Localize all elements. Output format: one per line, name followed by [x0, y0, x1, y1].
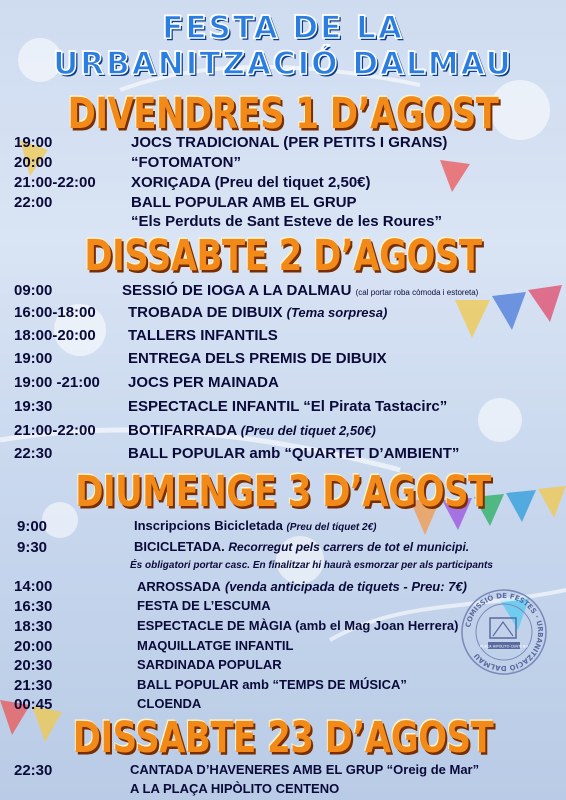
- event-time: 20:00: [14, 638, 53, 655]
- day-heading-divendres: DIVENDRES 1 D’AGOST: [67, 89, 499, 139]
- day-heading-dissabte-23: DISSABTE 23 D’AGOST: [72, 713, 494, 763]
- event-note: Recorregut pels carrers de tot el municipi.: [228, 540, 470, 554]
- event-note: És obligatori portar casc. En finalitzar hi haurà esmorzar per als participants: [130, 560, 493, 571]
- event-activity-wrap: [122, 282, 478, 299]
- event-activity: BALL POPULAR AMB EL GRUP: [131, 194, 357, 211]
- event-time: 16:30: [14, 598, 53, 615]
- poster-title-line-1: FESTA DE LA: [162, 10, 404, 46]
- event-activity-wrap: [131, 174, 371, 191]
- event-note: (Preu del tiquet 2,50€): [240, 423, 376, 438]
- event-activity: XORIÇADA: [131, 174, 211, 191]
- event-activity: ESPECTACLE DE MÀGIA (amb el Mag Joan Herrera): [137, 618, 459, 633]
- event-activity: SARDINADA POPULAR: [137, 657, 282, 672]
- event-time: 21:00-22:00: [14, 422, 96, 439]
- event-time: 22:30: [14, 762, 53, 779]
- event-activity: CLOENDA: [137, 696, 202, 711]
- event-activity: ESPECTACLE INFANTIL “El Pirata Tastacirc”: [128, 398, 448, 415]
- event-time: 20:00: [14, 154, 53, 171]
- event-time: 19:30: [14, 398, 53, 415]
- event-time: 00:45: [14, 696, 53, 713]
- event-activity: BICICLETADA.: [134, 539, 225, 554]
- event-activity: ENTREGA DELS PREMIS DE DIBUIX: [128, 350, 387, 367]
- event-activity: FESTA DE L’ESCUMA: [137, 598, 271, 613]
- festival-committee-seal: [460, 588, 548, 676]
- event-activity: TROBADA DE DIBUIX: [128, 304, 283, 321]
- poster-title-line-2: URBANITZACIÓ DALMAU: [53, 46, 513, 82]
- event-time: 21:00-22:00: [14, 174, 96, 191]
- event-activity-wrap: [137, 578, 467, 595]
- event-activity: TALLERS INFANTILS: [128, 327, 278, 344]
- event-activity: A LA PLAÇA HIPÒLITO CENTENO: [130, 781, 340, 796]
- event-time: 16:00-18:00: [14, 304, 96, 321]
- event-activity-wrap: [134, 539, 469, 554]
- event-activity: SESSIÓ DE IOGA A LA DALMAU: [122, 282, 352, 299]
- event-activity: BALL POPULAR amb “QUARTET D’AMBIENT”: [128, 445, 460, 462]
- event-activity-wrap: [128, 422, 376, 439]
- event-note: (Preu del tiquet 2€): [286, 522, 377, 533]
- event-time: 09:00: [14, 282, 53, 299]
- event-time: 19:00 -21:00: [14, 374, 100, 391]
- event-activity: BOTIFARRADA: [128, 422, 237, 439]
- event-activity: JOCS TRADICIONAL (PER PETITS I GRANS): [131, 134, 448, 151]
- event-time: 22:00: [14, 194, 53, 211]
- svg-text:PLAÇA HIPÒLITO CENTENO: PLAÇA HIPÒLITO CENTENO: [479, 644, 529, 649]
- event-time: 18:00-20:00: [14, 327, 96, 344]
- event-note: (Tema sorpresa): [286, 305, 388, 320]
- event-activity: CANTADA D’HAVENERES AMB EL GRUP “Oreig de Mar”: [130, 762, 480, 777]
- event-time: 19:00: [14, 134, 53, 151]
- event-time: 21:30: [14, 677, 53, 694]
- event-activity: JOCS PER MAINADA: [128, 374, 279, 391]
- event-note: (cal portar roba còmoda i estoreta): [355, 288, 479, 297]
- event-note: (Preu del tiquet 2,50€): [214, 174, 371, 191]
- event-activity: “Els Perduts de Sant Esteve de les Roures”: [131, 213, 442, 230]
- day-heading-diumenge: DIUMENGE 3 D’AGOST: [75, 467, 491, 517]
- event-activity: MAQUILLATGE INFANTIL: [137, 638, 294, 653]
- event-time: 9:00: [17, 518, 48, 535]
- event-time: 19:00: [14, 350, 53, 367]
- event-time: 20:30: [14, 657, 53, 674]
- event-time: 14:00: [14, 578, 53, 595]
- event-activity: “FOTOMATON”: [131, 154, 241, 171]
- day-heading-dissabte-2: DISSABTE 2 D’AGOST: [84, 231, 482, 281]
- event-activity-wrap: [128, 304, 387, 321]
- event-note: (venda anticipada de tiquets - Preu: 7€): [224, 579, 467, 594]
- svg-text:COMISSIÓ DE FESTES · URBANITZA: COMISSIÓ DE FESTES · URBANITZACIÓ DALMAU: [464, 591, 545, 673]
- event-time: 9:30: [17, 539, 48, 556]
- event-activity: ARROSSADA: [137, 579, 221, 594]
- event-activity: Inscripcions Bicicletada: [134, 518, 283, 533]
- event-activity: BALL POPULAR amb “TEMPS DE MÚSICA”: [137, 677, 407, 692]
- event-time: 22:30: [14, 445, 53, 462]
- event-activity-wrap: [134, 518, 376, 533]
- event-time: 18:30: [14, 618, 53, 635]
